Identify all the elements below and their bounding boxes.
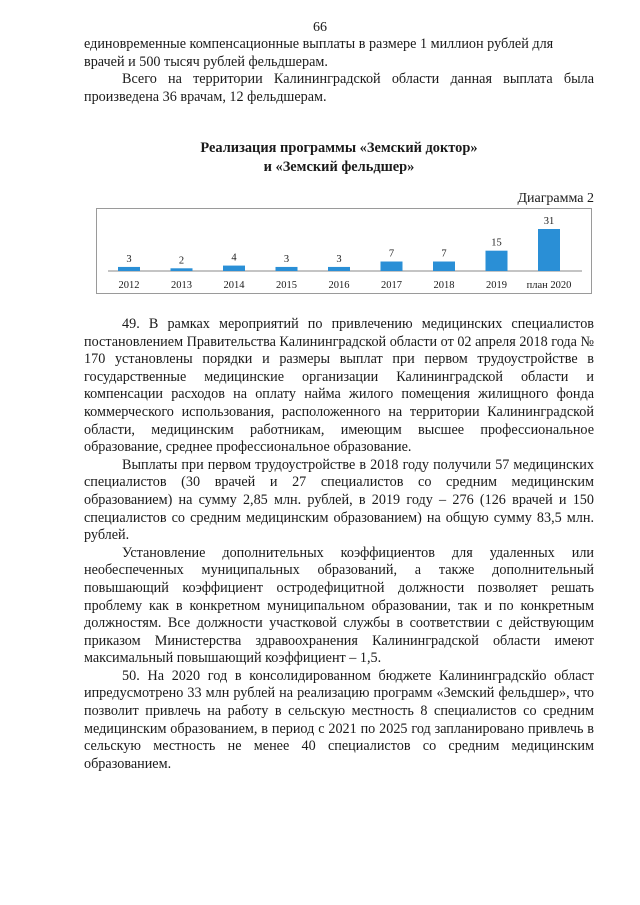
data-label-5: 7 (388, 248, 395, 260)
bar-chart (96, 208, 592, 294)
bar-0 (118, 267, 140, 271)
bar-4 (328, 267, 350, 271)
intro-section (84, 36, 594, 106)
chart-heading-line-1: Реализация программы «Земский доктор» (200, 140, 478, 156)
paragraph-50: 50. На 2020 год в консолидированном бюджете Калининградскйо област ипредусмотрено 33 млн рублей на реализацию программ «Земский фельдшер», что позволит привлечь на работу в сельскую местность 8 специалистов со средним медицинским образованием, в период с 2021 по 2025 год запланировано привлечь в сельскую местность не менее 40 специалистов со средним медицинским образованием. (84, 667, 594, 772)
bar-5 (381, 262, 403, 271)
data-label-7: 15 (491, 237, 502, 249)
diagram-label: Диаграмма 2 (517, 191, 594, 206)
data-label-1: 2 (178, 255, 185, 267)
x-tick-label-4: 2016 (328, 280, 350, 291)
bar-6 (433, 262, 455, 271)
intro-line-2: врачей и 500 тысяч рублей фельдшерам. (84, 53, 328, 70)
paragraph-49: 49. В рамках мероприятий по привлечению медицинских специалистов постановлением Правительства Калининградской области от 02 апреля 2018 года № 170 установлены порядки и размеры выплат при первом трудоустройстве в государственные медицинские организации Калининградской области и компенсации расходов на оплату найма жилого помещения жилищного фонда коммерческого использования, расположенного на территории Калининградской области, медицинским работникам, имеющим высшее профессиональное образование, среднее профессиональное образование. (84, 316, 594, 456)
data-label-8: 31 (543, 216, 555, 227)
bar-1 (171, 268, 193, 271)
chart-heading (84, 139, 594, 177)
data-label-3: 3 (283, 253, 290, 265)
paragraph-coefficients: Установление дополнительных коэффициентов для удаленных или необеспеченных муниципальных образований, а также дополнительный повышающий коэффициент остродефицитной должности позволяет решать проблему как в конкретном муниципальном образовании, так и по конкретным должностям. Все должности участковой службы в соответствии с действующим приказом Министерства здравоохранения Калининградской области имеют максимальный повышающий коэффициент – 1,5. (84, 544, 594, 667)
bar-8 (538, 229, 560, 271)
paragraph-payments: Выплаты при первом трудоустройстве в 2018 году получили 57 медицинских специалистов (30 врачей и 27 специалистов со средним медицинским образованием) на сумму 2,85 млн. рублей, в 2019 году – 276 (126 врачей и 150 специалистов со средним медицинским образованием) на общую сумму 83,5 млн. рублей. (84, 456, 594, 544)
x-tick-label-5: 2017 (381, 280, 402, 291)
chart-heading-line-2: и «Земский фельдшер» (263, 159, 415, 175)
bar-3 (276, 267, 298, 271)
intro-total-paragraph: Всего на территории Калининградской области данная выплата была произведена 36 врачам, 12 фельдшерам. (84, 71, 594, 105)
x-tick-label-2: 2014 (223, 280, 245, 291)
page-number: 66 (313, 20, 327, 35)
x-tick-label-0: 2012 (118, 280, 140, 291)
x-tick-label-6: 2018 (433, 280, 455, 291)
x-tick-label-8: план 2020 (526, 280, 572, 291)
main-text (84, 316, 594, 773)
data-label-0: 3 (126, 253, 132, 265)
data-label-2: 4 (231, 252, 237, 264)
bar-2 (223, 266, 245, 271)
x-tick-label-1: 2013 (171, 280, 192, 291)
x-tick-label-3: 2015 (276, 280, 297, 291)
data-label-6: 7 (441, 248, 447, 260)
x-tick-label-7: 2019 (486, 280, 507, 291)
data-label-4: 3 (336, 253, 342, 265)
bar-7 (486, 251, 508, 271)
intro-line-1: единовременные компенсационные выплаты в размере 1 миллион рублей для (84, 36, 554, 52)
